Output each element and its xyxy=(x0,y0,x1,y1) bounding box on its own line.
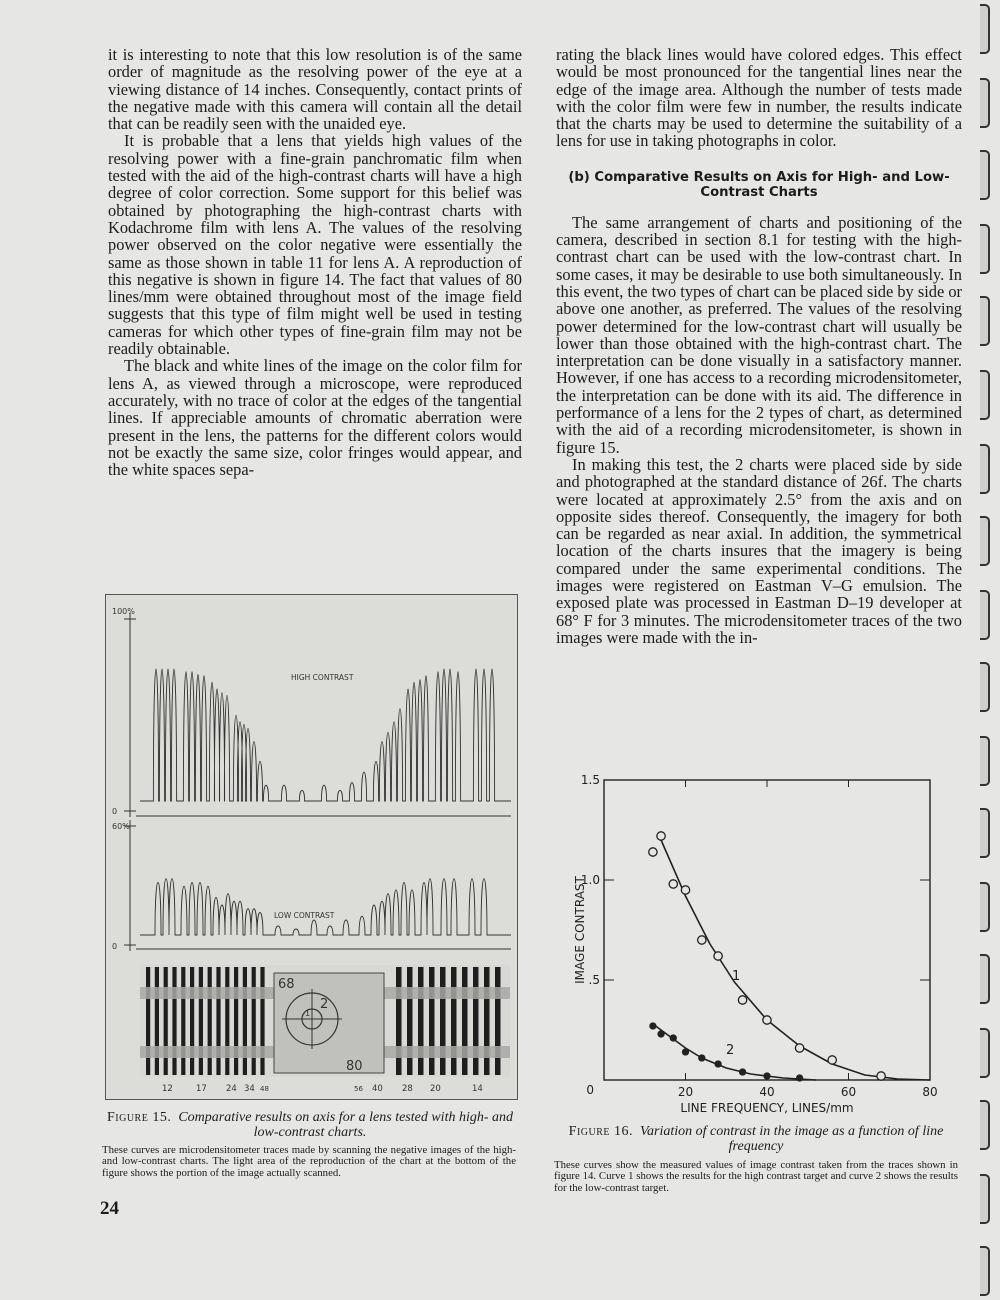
plot-frame xyxy=(604,780,930,1080)
data-points xyxy=(649,832,886,1081)
data-point-series-2 xyxy=(670,1035,676,1041)
data-point-series-1 xyxy=(681,886,689,894)
x-tick-label: 60 xyxy=(840,1085,857,1099)
data-point-series-1 xyxy=(669,880,677,888)
chart-bar xyxy=(462,967,468,1075)
data-point-series-2 xyxy=(683,1049,689,1055)
scale-number: 28 xyxy=(402,1084,413,1094)
figure-15-caption xyxy=(100,1110,520,1140)
scale-number: 34 xyxy=(244,1084,255,1094)
data-point-series-1 xyxy=(657,832,665,840)
chart-bar xyxy=(429,967,435,1075)
y-tick-label: 1.5 xyxy=(580,773,600,787)
data-point-series-1 xyxy=(698,936,706,944)
curve-2 xyxy=(653,1024,816,1080)
scale-number: 56 xyxy=(354,1085,363,1093)
paragraph: It is probable that a lens that yields high values of the resolving power with a fine-grain panchromatic film when tested with the aid of the high-contrast charts will have a high degree of color correction. Some support for this belief was obtained by photographing the high-contrast charts with Kodachrome film with lens A. The values of the resolving power observed on the color negative were essentially the same as those shown in table 11 for lens A. A reproduction of this negative is shown in figure 14. The fact that values of 80 lines/mm were obtained throughout most of the image field suggests that this type of film might well be used in testing cameras for which other types of fine-grain film may not be readily obtainable. xyxy=(108,131,522,359)
data-point-series-2 xyxy=(650,1023,656,1029)
label-0-low: 0 xyxy=(112,942,118,951)
chart-bar xyxy=(172,967,176,1075)
data-point-series-2 xyxy=(764,1073,770,1079)
data-point-series-1 xyxy=(738,996,746,1004)
label-60: 60% xyxy=(112,822,130,831)
figure-15-note: These curves are microdensitometer traces made by scanning the negative images of the high- and low-contrast charts. The light area of the reproduction of the chart at the bottom of the figure shows the portion of the image actually scanned. xyxy=(102,1144,516,1179)
right-text-column xyxy=(556,46,962,646)
spiral-binding xyxy=(972,0,1000,1300)
microdensitometer-traces xyxy=(106,595,517,1099)
figure-16-note: These curves show the measured values of image contrast taken from the traces shown in figure 14. Curve 1 shows the results for the high contrast target and curve 2 shows the results for the low-contrast target. xyxy=(554,1159,958,1194)
low-contrast-trace xyxy=(140,879,511,935)
label-0-high: 0 xyxy=(112,807,118,816)
data-point-series-1 xyxy=(795,1044,803,1052)
x-axis-label: LINE FREQUENCY, LINES/mm xyxy=(680,1101,854,1115)
chart-number: 68 xyxy=(278,977,295,992)
label-100: 100% xyxy=(112,607,135,616)
chart-bar xyxy=(473,967,479,1075)
chart-bar xyxy=(243,967,247,1075)
chart-number: 1 xyxy=(305,1009,311,1018)
scale-number: 17 xyxy=(196,1084,207,1094)
paragraph: In making this test, the 2 charts were placed side by side and photographed at the standard distance of 26f. The charts were located at approximately 2.5° from the axis and on opposite sides thereof. Consequently, the imagery for both can be regarded as near axial. In addition, the symmetrical location of the charts insures that the imagery is being compared under the same experimental conditions. The images were registered on Eastman V–G emulsion. The exposed plate was processed in Eastman D–19 developer at 68° F for 3 minutes. The microdensitometer traces of the two images were made with the in- xyxy=(556,454,962,647)
figure-15-image xyxy=(105,594,518,1100)
data-point-series-1 xyxy=(877,1072,885,1080)
caption-text: Variation of contrast in the image as a function of line frequency xyxy=(640,1124,944,1154)
chart-bar xyxy=(164,967,168,1075)
x-tick-label: 40 xyxy=(759,1085,775,1099)
x-tick-label: 80 xyxy=(922,1085,938,1099)
scale-number: 24 xyxy=(226,1084,237,1094)
chart-bar xyxy=(234,967,238,1075)
chart-bar xyxy=(396,967,402,1075)
caption-text: Comparative results on axis for a lens tested with high- and low-contrast charts. xyxy=(178,1110,514,1140)
data-point-series-2 xyxy=(797,1075,803,1081)
low-contrast-label: LOW CONTRAST xyxy=(274,911,335,920)
y-tick-label: .5 xyxy=(588,973,600,987)
high-contrast-trace xyxy=(140,669,511,801)
axis-ticks xyxy=(581,773,938,1099)
series-label-1: 1 xyxy=(732,969,741,984)
chart-bar xyxy=(252,967,256,1075)
data-point-series-1 xyxy=(763,1016,771,1024)
chart-number: 2 xyxy=(320,997,329,1012)
chart-bar xyxy=(495,967,501,1075)
chart-bar xyxy=(451,967,457,1075)
chart-number: 80 xyxy=(346,1059,363,1074)
chart-bar xyxy=(225,967,229,1075)
x-tick-label: 20 xyxy=(677,1085,694,1099)
section-heading: (b) Comparative Results on Axis for High- and Low-Contrast Charts xyxy=(568,169,950,200)
data-point-series-1 xyxy=(828,1056,836,1064)
data-point-series-2 xyxy=(699,1055,705,1061)
data-point-series-1 xyxy=(714,952,722,960)
y-tick-label: 1.0 xyxy=(580,873,600,887)
figure-16-caption xyxy=(546,1124,966,1154)
paragraph: it is interesting to note that this low resolution is of the same order of magnitude as the resolving power of the eye at a viewing distance of 14 inches. Consequently, contact prints of the negative made with this camera will contain all the detail that can be readily seen with the unaided eye. xyxy=(108,45,522,134)
origin-label: 0 xyxy=(586,1083,594,1097)
caption-label: Figure 15. xyxy=(106,1110,172,1125)
scale-labels xyxy=(162,1084,483,1094)
caption-label: Figure 16. xyxy=(568,1124,633,1139)
scale-number: 12 xyxy=(162,1084,173,1094)
scale-number: 14 xyxy=(472,1084,483,1094)
chart-bar xyxy=(260,967,264,1075)
chart-bar xyxy=(208,967,212,1075)
series-label-2: 2 xyxy=(726,1043,735,1058)
paragraph: The black and white lines of the image on the color film for lens A, as viewed through a microscope, were reproduced accurately, with no trace of color at the edges of the tangential lines. If appreciable amounts of chromatic aberration were present in the lens, the patterns for the different colors would not be exactly the same size, color fringes would appear, and the white spaces sepa- xyxy=(108,356,522,480)
curve-1 xyxy=(661,840,930,1080)
chart-bar xyxy=(216,967,220,1075)
data-point-series-2 xyxy=(740,1069,746,1075)
chart-bar xyxy=(418,967,424,1075)
data-point-series-2 xyxy=(658,1031,664,1037)
chart-bar xyxy=(484,967,490,1075)
data-point-series-1 xyxy=(649,848,657,856)
data-point-series-2 xyxy=(715,1061,721,1067)
paragraph: rating the black lines would have colored edges. This effect would be most pronounced for the tangential lines near the edge of the image area. Although the number of tests made with the color film were few in number, the results indicate that the charts may be used to determine the suitability of a lens for use in taking photographs in color. xyxy=(556,45,962,151)
scale-number: 20 xyxy=(430,1084,441,1094)
chart-bar xyxy=(199,967,203,1075)
scale-number: 48 xyxy=(260,1085,269,1093)
chart-bar xyxy=(181,967,185,1075)
chart-bar xyxy=(407,967,413,1075)
chart-bar xyxy=(146,967,150,1075)
scale-number: 40 xyxy=(372,1084,383,1094)
high-contrast-label: HIGH CONTRAST xyxy=(291,673,354,682)
chart-bar xyxy=(440,967,446,1075)
curves xyxy=(653,840,930,1080)
chart-bar xyxy=(190,967,194,1075)
paragraph: The same arrangement of charts and positioning of the camera, described in section 8.1 for testing with the high-contrast chart can be used with the low-contrast chart. In some cases, it may be desirable to use both simultaneously. In this event, the two types of chart can be placed side by side or above one another, as preferred. The values of the resolving power determined for the low-contrast chart will usually be lower than those obtained with the high-contrast chart. The interpretation can be done visually in a satisfactory manner. However, if one has access to a recording microdensitometer, the interpretation can be done with its aid. The difference in performance of a lens for the 2 types of chart, as determined with the aid of a recording microdensitometer, is shown in figure 15. xyxy=(556,212,962,457)
left-text-column xyxy=(108,46,522,478)
contrast-vs-frequency-chart xyxy=(560,770,950,1120)
page-number: 24 xyxy=(100,1198,119,1219)
chart-bar xyxy=(155,967,159,1075)
y-axis-label: IMAGE CONTRAST xyxy=(573,876,587,984)
